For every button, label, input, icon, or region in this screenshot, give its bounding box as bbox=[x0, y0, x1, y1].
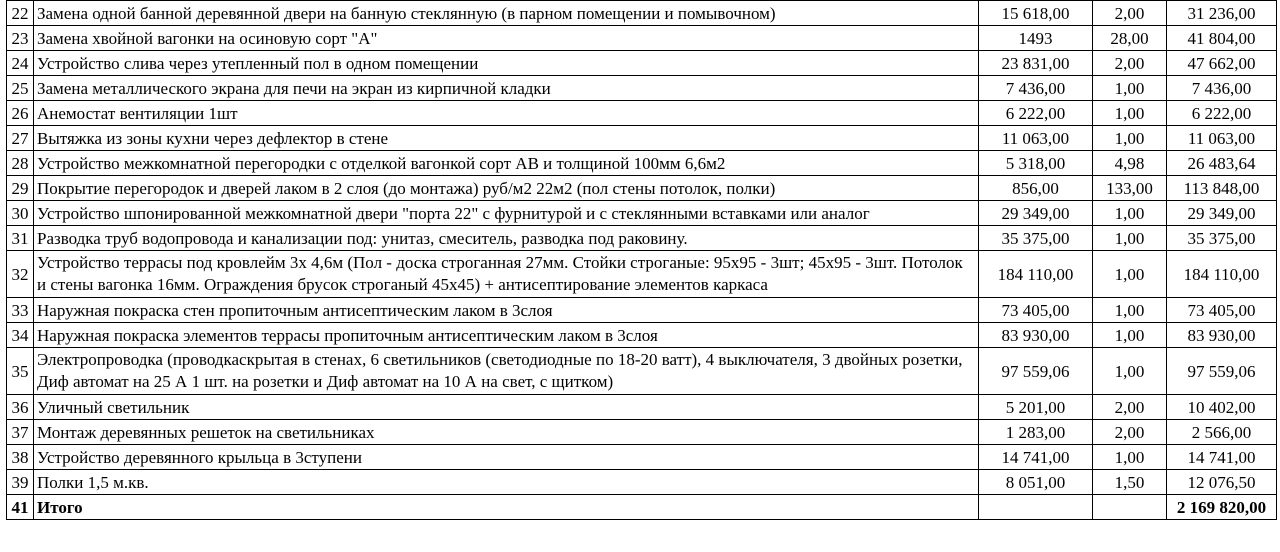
quantity: 2,00 bbox=[1093, 420, 1167, 445]
work-description: Замена одной банной деревянной двери на банную стеклянную (в парном помещении и помывочном) bbox=[34, 1, 979, 26]
row-number: 36 bbox=[7, 395, 34, 420]
row-number: 29 bbox=[7, 176, 34, 201]
line-total: 83 930,00 bbox=[1167, 323, 1277, 348]
unit-price: 14 741,00 bbox=[979, 445, 1093, 470]
unit-price: 29 349,00 bbox=[979, 201, 1093, 226]
line-total: 29 349,00 bbox=[1167, 201, 1277, 226]
line-total: 7 436,00 bbox=[1167, 76, 1277, 101]
work-description: Полки 1,5 м.кв. bbox=[34, 470, 979, 495]
work-description: Разводка труб водопровода и канализации под: унитаз, смеситель, разводка под раковину. bbox=[34, 226, 979, 251]
table-row bbox=[7, 395, 1277, 420]
quantity: 1,50 bbox=[1093, 470, 1167, 495]
work-description: Наружная покраска стен пропиточным антисептическим лаком в 3слоя bbox=[34, 298, 979, 323]
row-number: 31 bbox=[7, 226, 34, 251]
estimate-table bbox=[6, 0, 1277, 520]
table-row bbox=[7, 201, 1277, 226]
row-number: 39 bbox=[7, 470, 34, 495]
line-total: 184 110,00 bbox=[1167, 251, 1277, 298]
unit-price: 856,00 bbox=[979, 176, 1093, 201]
unit-price: 1493 bbox=[979, 26, 1093, 51]
work-description: Вытяжка из зоны кухни через дефлектор в стене bbox=[34, 126, 979, 151]
line-total: 10 402,00 bbox=[1167, 395, 1277, 420]
unit-price: 6 222,00 bbox=[979, 101, 1093, 126]
quantity: 4,98 bbox=[1093, 151, 1167, 176]
unit-price: 8 051,00 bbox=[979, 470, 1093, 495]
unit-price: 73 405,00 bbox=[979, 298, 1093, 323]
line-total: 2 566,00 bbox=[1167, 420, 1277, 445]
table-row bbox=[7, 176, 1277, 201]
row-number: 34 bbox=[7, 323, 34, 348]
quantity: 1,00 bbox=[1093, 323, 1167, 348]
table-row bbox=[7, 298, 1277, 323]
unit-price: 35 375,00 bbox=[979, 226, 1093, 251]
empty-cell bbox=[979, 495, 1093, 520]
table-row bbox=[7, 420, 1277, 445]
table-row bbox=[7, 348, 1277, 395]
total-row bbox=[7, 495, 1277, 520]
quantity: 1,00 bbox=[1093, 126, 1167, 151]
row-number: 28 bbox=[7, 151, 34, 176]
line-total: 73 405,00 bbox=[1167, 298, 1277, 323]
quantity: 2,00 bbox=[1093, 51, 1167, 76]
unit-price: 97 559,06 bbox=[979, 348, 1093, 395]
grand-total: 2 169 820,00 bbox=[1167, 495, 1277, 520]
work-description: Покрытие перегородок и дверей лаком в 2 слоя (до монтажа) руб/м2 22м2 (пол стены потолок, полки) bbox=[34, 176, 979, 201]
quantity: 1,00 bbox=[1093, 101, 1167, 126]
work-description: Монтаж деревянных решеток на светильниках bbox=[34, 420, 979, 445]
table-row bbox=[7, 51, 1277, 76]
row-number: 22 bbox=[7, 1, 34, 26]
work-description: Устройство шпонированной межкомнатной двери "порта 22" с фурнитурой и с стеклянными вставками или аналог bbox=[34, 201, 979, 226]
unit-price: 11 063,00 bbox=[979, 126, 1093, 151]
unit-price: 23 831,00 bbox=[979, 51, 1093, 76]
work-description: Устройство деревянного крыльца в 3ступени bbox=[34, 445, 979, 470]
line-total: 14 741,00 bbox=[1167, 445, 1277, 470]
work-description: Уличный светильник bbox=[34, 395, 979, 420]
row-number: 25 bbox=[7, 76, 34, 101]
line-total: 11 063,00 bbox=[1167, 126, 1277, 151]
quantity: 1,00 bbox=[1093, 445, 1167, 470]
unit-price: 184 110,00 bbox=[979, 251, 1093, 298]
quantity: 1,00 bbox=[1093, 251, 1167, 298]
line-total: 113 848,00 bbox=[1167, 176, 1277, 201]
row-number: 41 bbox=[7, 495, 34, 520]
work-description: Электропроводка (проводкаскрытая в стенах, 6 светильников (светодиодные по 18-20 ватт), 4 выключателя, 3 двойных розетки, Диф автомат на 25 А 1 шт. на розетки и Диф автомат на 10 А на свет, с щитком) bbox=[34, 348, 979, 395]
line-total: 47 662,00 bbox=[1167, 51, 1277, 76]
total-label: Итого bbox=[34, 495, 979, 520]
quantity: 2,00 bbox=[1093, 1, 1167, 26]
row-number: 24 bbox=[7, 51, 34, 76]
row-number: 33 bbox=[7, 298, 34, 323]
line-total: 97 559,06 bbox=[1167, 348, 1277, 395]
quantity: 1,00 bbox=[1093, 298, 1167, 323]
work-description: Устройство слива через утепленный пол в одном помещении bbox=[34, 51, 979, 76]
quantity: 1,00 bbox=[1093, 348, 1167, 395]
row-number: 35 bbox=[7, 348, 34, 395]
work-description: Анемостат вентиляции 1шт bbox=[34, 101, 979, 126]
table-row bbox=[7, 26, 1277, 51]
line-total: 41 804,00 bbox=[1167, 26, 1277, 51]
estimate-table-body bbox=[7, 0, 1277, 520]
quantity: 28,00 bbox=[1093, 26, 1167, 51]
unit-price: 5 201,00 bbox=[979, 395, 1093, 420]
unit-price: 1 283,00 bbox=[979, 420, 1093, 445]
table-row bbox=[7, 323, 1277, 348]
row-number: 38 bbox=[7, 445, 34, 470]
work-description: Замена хвойной вагонки на осиновую сорт "А" bbox=[34, 26, 979, 51]
work-description: Замена металлического экрана для печи на экран из кирпичной кладки bbox=[34, 76, 979, 101]
quantity: 1,00 bbox=[1093, 201, 1167, 226]
row-number: 26 bbox=[7, 101, 34, 126]
table-row bbox=[7, 445, 1277, 470]
unit-price: 5 318,00 bbox=[979, 151, 1093, 176]
table-row bbox=[7, 251, 1277, 298]
work-description: Устройство межкомнатной перегородки с отделкой вагонкой сорт АВ и толщиной 100мм 6,6м2 bbox=[34, 151, 979, 176]
work-description: Наружная покраска элементов террасы пропиточным антисептическим лаком в 3слоя bbox=[34, 323, 979, 348]
table-row bbox=[7, 76, 1277, 101]
quantity: 2,00 bbox=[1093, 395, 1167, 420]
row-number: 37 bbox=[7, 420, 34, 445]
row-number: 32 bbox=[7, 251, 34, 298]
quantity: 1,00 bbox=[1093, 76, 1167, 101]
line-total: 26 483,64 bbox=[1167, 151, 1277, 176]
line-total: 6 222,00 bbox=[1167, 101, 1277, 126]
row-number: 27 bbox=[7, 126, 34, 151]
table-row bbox=[7, 101, 1277, 126]
empty-cell bbox=[1093, 495, 1167, 520]
table-row bbox=[7, 126, 1277, 151]
line-total: 35 375,00 bbox=[1167, 226, 1277, 251]
unit-price: 83 930,00 bbox=[979, 323, 1093, 348]
line-total: 12 076,50 bbox=[1167, 470, 1277, 495]
line-total: 31 236,00 bbox=[1167, 1, 1277, 26]
row-number: 23 bbox=[7, 26, 34, 51]
table-row bbox=[7, 151, 1277, 176]
table-row bbox=[7, 226, 1277, 251]
quantity: 133,00 bbox=[1093, 176, 1167, 201]
work-description: Устройство террасы под кровлейм 3х 4,6м (Пол - доска строганная 27мм. Стойки строганые: 95х95 - 3шт; 45х95 - 3шт. Потолок и стены вагонка 16мм. Ограждения брусок строганый 45х45) + антисептирование элементов каркаса bbox=[34, 251, 979, 298]
row-number: 30 bbox=[7, 201, 34, 226]
table-row bbox=[7, 1, 1277, 26]
table-row bbox=[7, 470, 1277, 495]
unit-price: 7 436,00 bbox=[979, 76, 1093, 101]
unit-price: 15 618,00 bbox=[979, 1, 1093, 26]
quantity: 1,00 bbox=[1093, 226, 1167, 251]
